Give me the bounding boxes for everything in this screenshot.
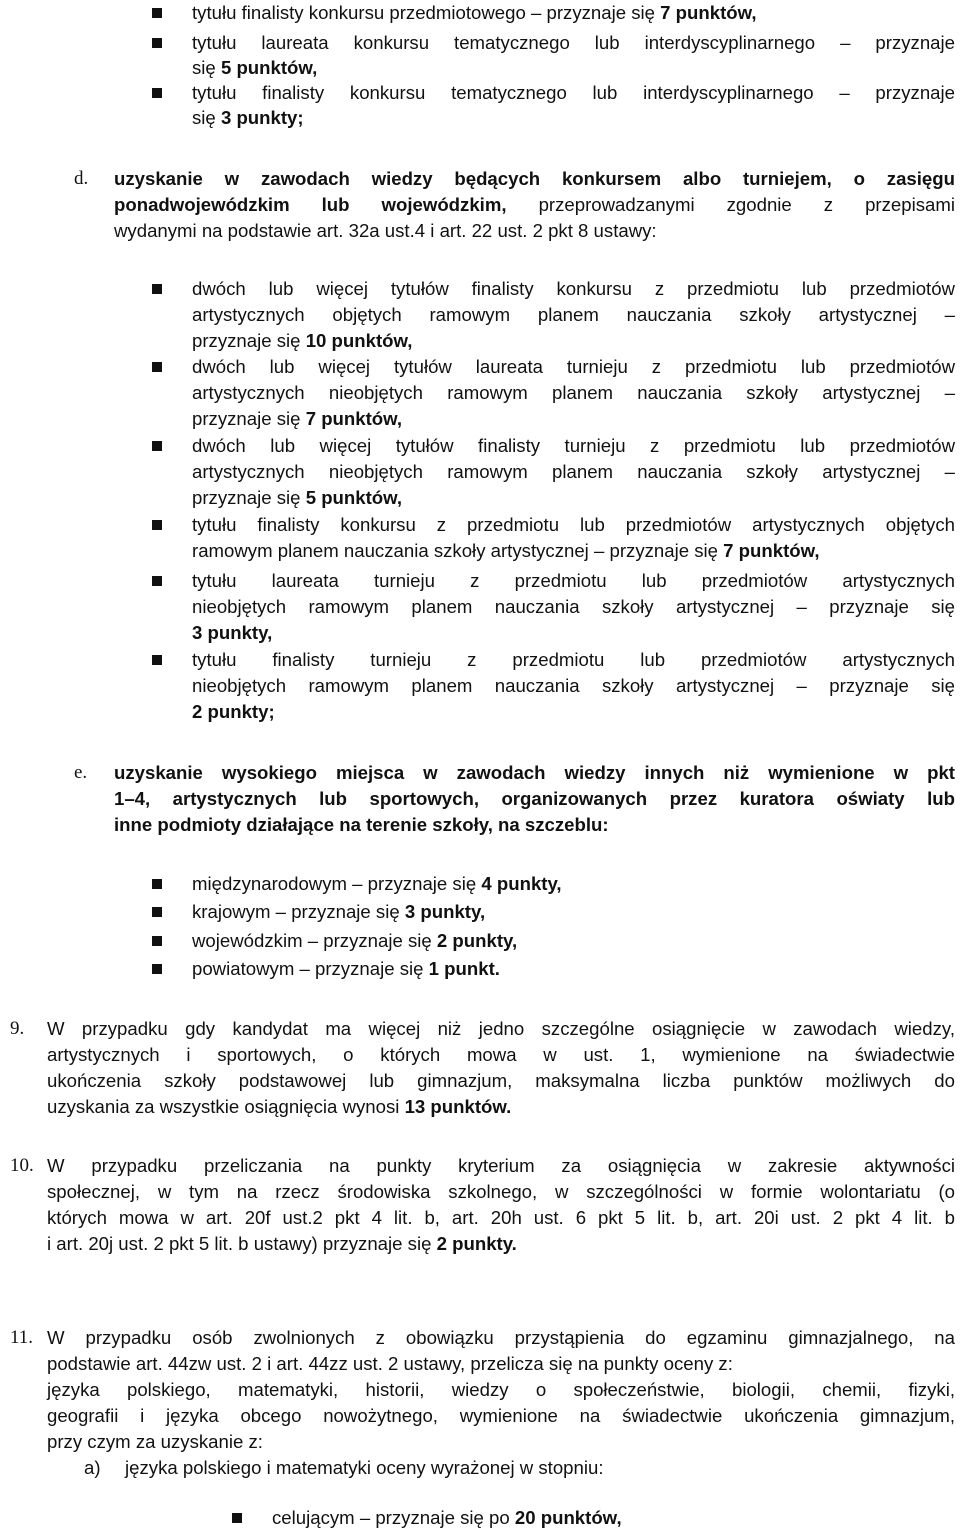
list-item-continuation: się 3 punkty; [192,107,304,128]
section-heading-line: wydanymi na podstawie art. 32a ust.4 i art. 22 ust. 2 pkt 8 ustawy: [114,220,657,241]
item-marker: 11. [10,1327,34,1348]
paragraph-line: języka polskiego, matematyki, historii, wiedzy o społeczeństwie, biologii, chemii, fizyki, [47,1379,955,1400]
bullet-icon [152,441,162,451]
list-item-continuation: artystycznych nieobjętych ramowym planem nauczania szkoły artystycznej – [192,461,955,482]
sub-item-marker: a) [84,1457,101,1478]
paragraph-line: geografii i języka obcego nowożytnego, wymienione na świadectwie ukończenia gimnazjum, [47,1405,955,1426]
list-item-continuation: nieobjętych ramowym planem nauczania szkoły artystycznej – przyznaje się [192,596,955,617]
paragraph-line: ukończenia szkoły podstawowej lub gimnazjum, maksymalna liczba punktów możliwych do [47,1070,955,1091]
list-item: dwóch lub więcej tytułów finalisty turnieju z przedmiotu lub przedmiotów [192,435,955,456]
item-marker: 10. [10,1155,34,1176]
list-item: wojewódzkim – przyznaje się 2 punkty, [192,930,518,951]
list-item: tytułu laureata turnieju z przedmiotu lub przedmiotów artystycznych [192,570,955,591]
item-marker: d. [74,168,89,189]
bullet-icon [152,520,162,530]
bullet-icon [152,88,162,98]
list-item: międzynarodowym – przyznaje się 4 punkty, [192,873,562,894]
bullet-icon [152,8,162,18]
bullet-icon [152,362,162,372]
paragraph-line: W przypadku osób zwolnionych z obowiązku przystąpienia do egzaminu gimnazjalnego, na [47,1327,955,1348]
section-heading-line: inne podmioty działające na terenie szkoły, na szczeblu: [114,814,609,835]
list-item: powiatowym – przyznaje się 1 punkt. [192,958,500,979]
bullet-icon [152,576,162,586]
paragraph-line: i art. 20j ust. 2 pkt 5 lit. b ustawy) przyznaje się 2 punkty. [47,1233,517,1254]
list-item-continuation: przyznaje się 5 punktów, [192,487,403,508]
bullet-icon [152,284,162,294]
bullet-icon [152,936,162,946]
section-heading: uzyskanie wysokiego miejsca w zawodach wiedzy innych niż wymienione w pkt [114,762,955,783]
list-item: tytułu finalisty konkursu przedmiotowego – przyznaje się 7 punktów, [192,2,757,23]
paragraph-line: W przypadku przeliczania na punkty kryterium za osiągnięcia w zakresie aktywności [47,1155,955,1176]
list-item: krajowym – przyznaje się 3 punkty, [192,901,486,922]
sub-item: języka polskiego i matematyki oceny wyrażonej w stopniu: [125,1457,604,1478]
list-item: tytułu finalisty turnieju z przedmiotu lub przedmiotów artystycznych [192,649,955,670]
list-item-continuation: artystycznych nieobjętych ramowym planem nauczania szkoły artystycznej – [192,382,955,403]
paragraph-line: artystycznych i sportowych, o których mowa w ust. 1, wymienione na świadectwie [47,1044,955,1065]
section-heading: uzyskanie w zawodach wiedzy będących konkursem albo turniejem, o zasięgu [114,168,955,189]
list-item-continuation: nieobjętych ramowym planem nauczania szkoły artystycznej – przyznaje się [192,675,955,696]
list-item-continuation: przyznaje się 7 punktów, [192,408,403,429]
list-item: dwóch lub więcej tytułów laureata turnieju z przedmiotu lub przedmiotów [192,356,955,377]
list-item-continuation: się 5 punktów, [192,57,318,78]
section-heading-line: 1–4, artystycznych lub sportowych, organizowanych przez kuratora oświaty lub [114,788,955,809]
bullet-icon [152,907,162,917]
list-item: tytułu laureata konkursu tematycznego lub interdyscyplinarnego – przyznaje [192,32,955,53]
paragraph-line: uzyskania za wszystkie osiągnięcia wynosi 13 punktów. [47,1096,512,1117]
item-marker: e. [74,762,88,783]
bullet-icon [152,655,162,665]
list-item-continuation: 3 punkty, [192,622,273,643]
list-item: tytułu finalisty konkursu z przedmiotu lub przedmiotów artystycznych objętych [192,514,955,535]
paragraph-line: których mowa w art. 20f ust.2 pkt 4 lit. b, art. 20h ust. 6 pkt 5 lit. b, art. 20i ust. 2 pkt 4 lit. b [47,1207,955,1228]
bullet-icon [152,879,162,889]
list-item-continuation: przyznaje się 10 punktów, [192,330,413,351]
bullet-icon [152,38,162,48]
paragraph-line: W przypadku gdy kandydat ma więcej niż jedno szczególne osiągnięcie w zawodach wiedzy, [47,1018,955,1039]
list-item: dwóch lub więcej tytułów finalisty konkursu z przedmiotu lub przedmiotów [192,278,955,299]
item-marker: 9. [10,1018,25,1039]
paragraph-line: podstawie art. 44zw ust. 2 i art. 44zz ust. 2 ustawy, przelicza się na punkty oceny z: [47,1353,733,1374]
paragraph-line: przy czym za uzyskanie z: [47,1431,263,1452]
list-item: tytułu finalisty konkursu tematycznego lub interdyscyplinarnego – przyznaje [192,82,955,103]
list-item: celującym – przyznaje się po 20 punktów, [272,1507,622,1528]
bullet-icon [152,964,162,974]
list-item-continuation: 2 punkty; [192,701,275,722]
paragraph-line: społecznej, w tym na rzecz środowiska szkolnego, w szczególności w formie wolontariatu (o [47,1181,955,1202]
list-item-continuation: artystycznych objętych ramowym planem nauczania szkoły artystycznej – [192,304,955,325]
bullet-icon [232,1513,242,1523]
list-item-continuation: ramowym planem nauczania szkoły artystycznej – przyznaje się 7 punktów, [192,540,820,561]
section-heading-line: ponadwojewódzkim lub wojewódzkim, przeprowadzanymi zgodnie z przepisami [114,194,955,215]
